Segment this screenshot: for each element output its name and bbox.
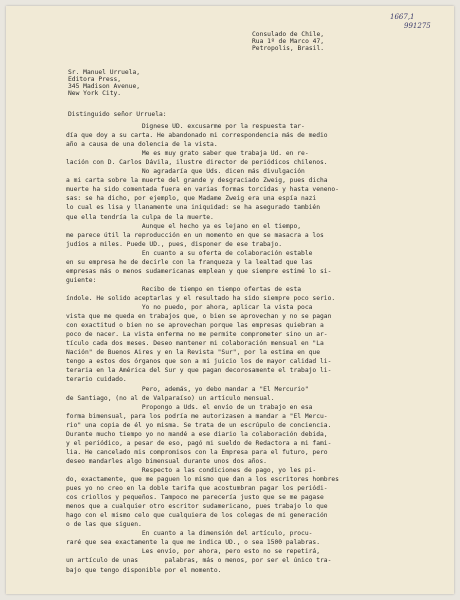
body-line: año a causa de una dolencia de la vista. (66, 141, 218, 149)
body-line: día que doy a su carta. He abandonado mi correspondencia más de medio (66, 132, 328, 139)
body-line: judíos a miles. Puede UD., pues, disponer de ese trabajo. (66, 240, 283, 248)
body-line: Propongo a Uds. el envío de un trabajo en esa (66, 403, 313, 411)
body-line: terario cuidado. (66, 376, 127, 384)
body-line: do, exactamente, que me paguen lo mismo que dan a los escritores hombres (66, 476, 339, 483)
body-line: bajo que tengo disponible por el momento. (66, 566, 222, 574)
body-line: No agradaría que Uds. dicen más divulgación (66, 168, 305, 176)
sender-address-line-3: Petropolis, Brasil. (252, 45, 325, 52)
body-line: Yo no puedo, por ahora, aplicar la vista poca (66, 304, 313, 311)
body-line: cos criollos y pequeños. Tampoco me parecería justo que se me pagase (66, 494, 324, 502)
body-line: pues yo no creo en la doble tarifa que acostumbran pagar los periódi- (66, 485, 328, 492)
body-line: teraria en la América del Sur y que pagan decorosamente el trabajo li- (66, 367, 332, 375)
body-line: en su empresa he de decirle con la franqueza y la lealtad que las (66, 258, 313, 266)
salutation: Distinguido señor Urruela: (68, 111, 167, 118)
body-line: tículo cada dos meses. Deseo mantener mi colaboración mensual en "La (66, 340, 324, 348)
body-line: lación con D. Carlos Dávila, ilustre director de periódicos chilenos. (66, 159, 328, 167)
body-line: Les envío, por ahora, pero esto no se repetirá, (66, 548, 321, 556)
body-line: tengo a estos dos órganos que son a mi juicio los de mayor calidad li- (66, 358, 332, 366)
sender-address-line-1: Consulado de Chile, (252, 31, 325, 38)
body-line: que ella tendría la culpa de la muerte. (66, 213, 214, 221)
archive-number-1: 1667,1 (390, 13, 415, 21)
body-line: vista que me queda en trabajos que, o bien se aprovechan y no se pagan (66, 313, 332, 321)
body-line: Me es muy grato saber que trabaja Ud. en re- (66, 150, 309, 158)
body-line: con exactitud o bien no se aprovechan porque las empresas quiebran a (66, 322, 324, 330)
body-line: de Santiago, (no al de Valparaíso) un artículo mensual. (66, 394, 275, 402)
body-line: hago con el mismo celo que cualquiera de los colegas de mi generación (66, 512, 328, 520)
body-line: Dignese UD. excusarme por la respuesta tar- (66, 123, 305, 130)
body-line: sas: se ha dicho, por ejemplo, que Madame Zweig era una espía nazi (66, 195, 317, 203)
body-line: empresas más o menos sudamericanas emplean y que siempre estimé lo si- (66, 267, 332, 275)
body-line: forma bimensual, para los podría me autorizasen a mandar a "El Mercu- (66, 412, 328, 420)
body-line: Pero, además, yo debo mandar a "El Mercurio" (66, 385, 309, 393)
body-line: lia. He cancelado mis compromisos con la Empresa para el futuro, pero (66, 448, 328, 456)
recipient-line-3: 345 Madison Avenue, (68, 83, 141, 90)
body-line: lo cual es lisa y llanamente una iniquidad: se ha asegurado también (66, 204, 321, 212)
body-line: Durante mucho tiempo yo no mandé a ese diario la colaboración debida, (66, 430, 328, 438)
sender-address-line-2: Rua 1º de Marco 47, (252, 38, 325, 45)
body-line: En cuanto a la dimensión del artículo, procu- (66, 530, 313, 538)
body-line: y el periódico, a pesar de eso, pagó mi sueldo de Redactora a mi fami- (66, 439, 332, 447)
body-line: raré que sea exactamente la que me indica UD., o sea 1500 palabras. (66, 539, 321, 547)
archive-number-2: 991275 (404, 22, 431, 30)
body-line: En cuanto a su oferta de colaboración estable (66, 249, 313, 257)
body-line: me parece útil la reproducción en un momento en que se masacra a los (66, 231, 324, 239)
body-line: Nación" de Buenos Aires y en la Revista "Sur", por la estima en que (66, 349, 321, 357)
body-line: un artículo de unas palabras, más o menos, por ser el único tra- (66, 557, 332, 565)
body-line: Recibo de tiempo en tiempo ofertas de esta (66, 285, 302, 293)
body-line: rio" una copia de él yo misma. Se trata de un escrúpulo de conciencia. (66, 421, 332, 429)
body-line: menos que a cualquier otro escritor sudamericano, pues trabajo lo que (66, 503, 328, 511)
recipient-line-2: Editora Press, (68, 76, 122, 83)
recipient-line-4: New York City. (68, 90, 122, 97)
recipient-line-1: Sr. Manuel Urruela, (68, 69, 141, 76)
body-line: índole. He solido aceptarlas y el resultado ha sido siempre poco serio. (66, 295, 336, 302)
body-line: Aunque el hecho ya es lejano en el tiempo, (66, 222, 302, 230)
body-line: o de las que siguen. (66, 521, 142, 529)
body-line: deseo mandarles algo bimensual durante unos dos años. (66, 457, 267, 465)
body-line: muerte ha sido comentada fuera en varias formas torcidas y hasta veneno- (66, 186, 339, 194)
body-line: Respecto a las condiciones de pago, yo les pi- (66, 466, 317, 474)
body-line: poco de nacer. La vista enferma no me permite comprometer sino un ar- (66, 331, 328, 339)
body-line: guiente: (66, 276, 97, 284)
body-line: a mi carta sobre la muerte del grande y desgraciado Zweig, pues dicha (66, 177, 328, 185)
letter-page (6, 6, 454, 594)
